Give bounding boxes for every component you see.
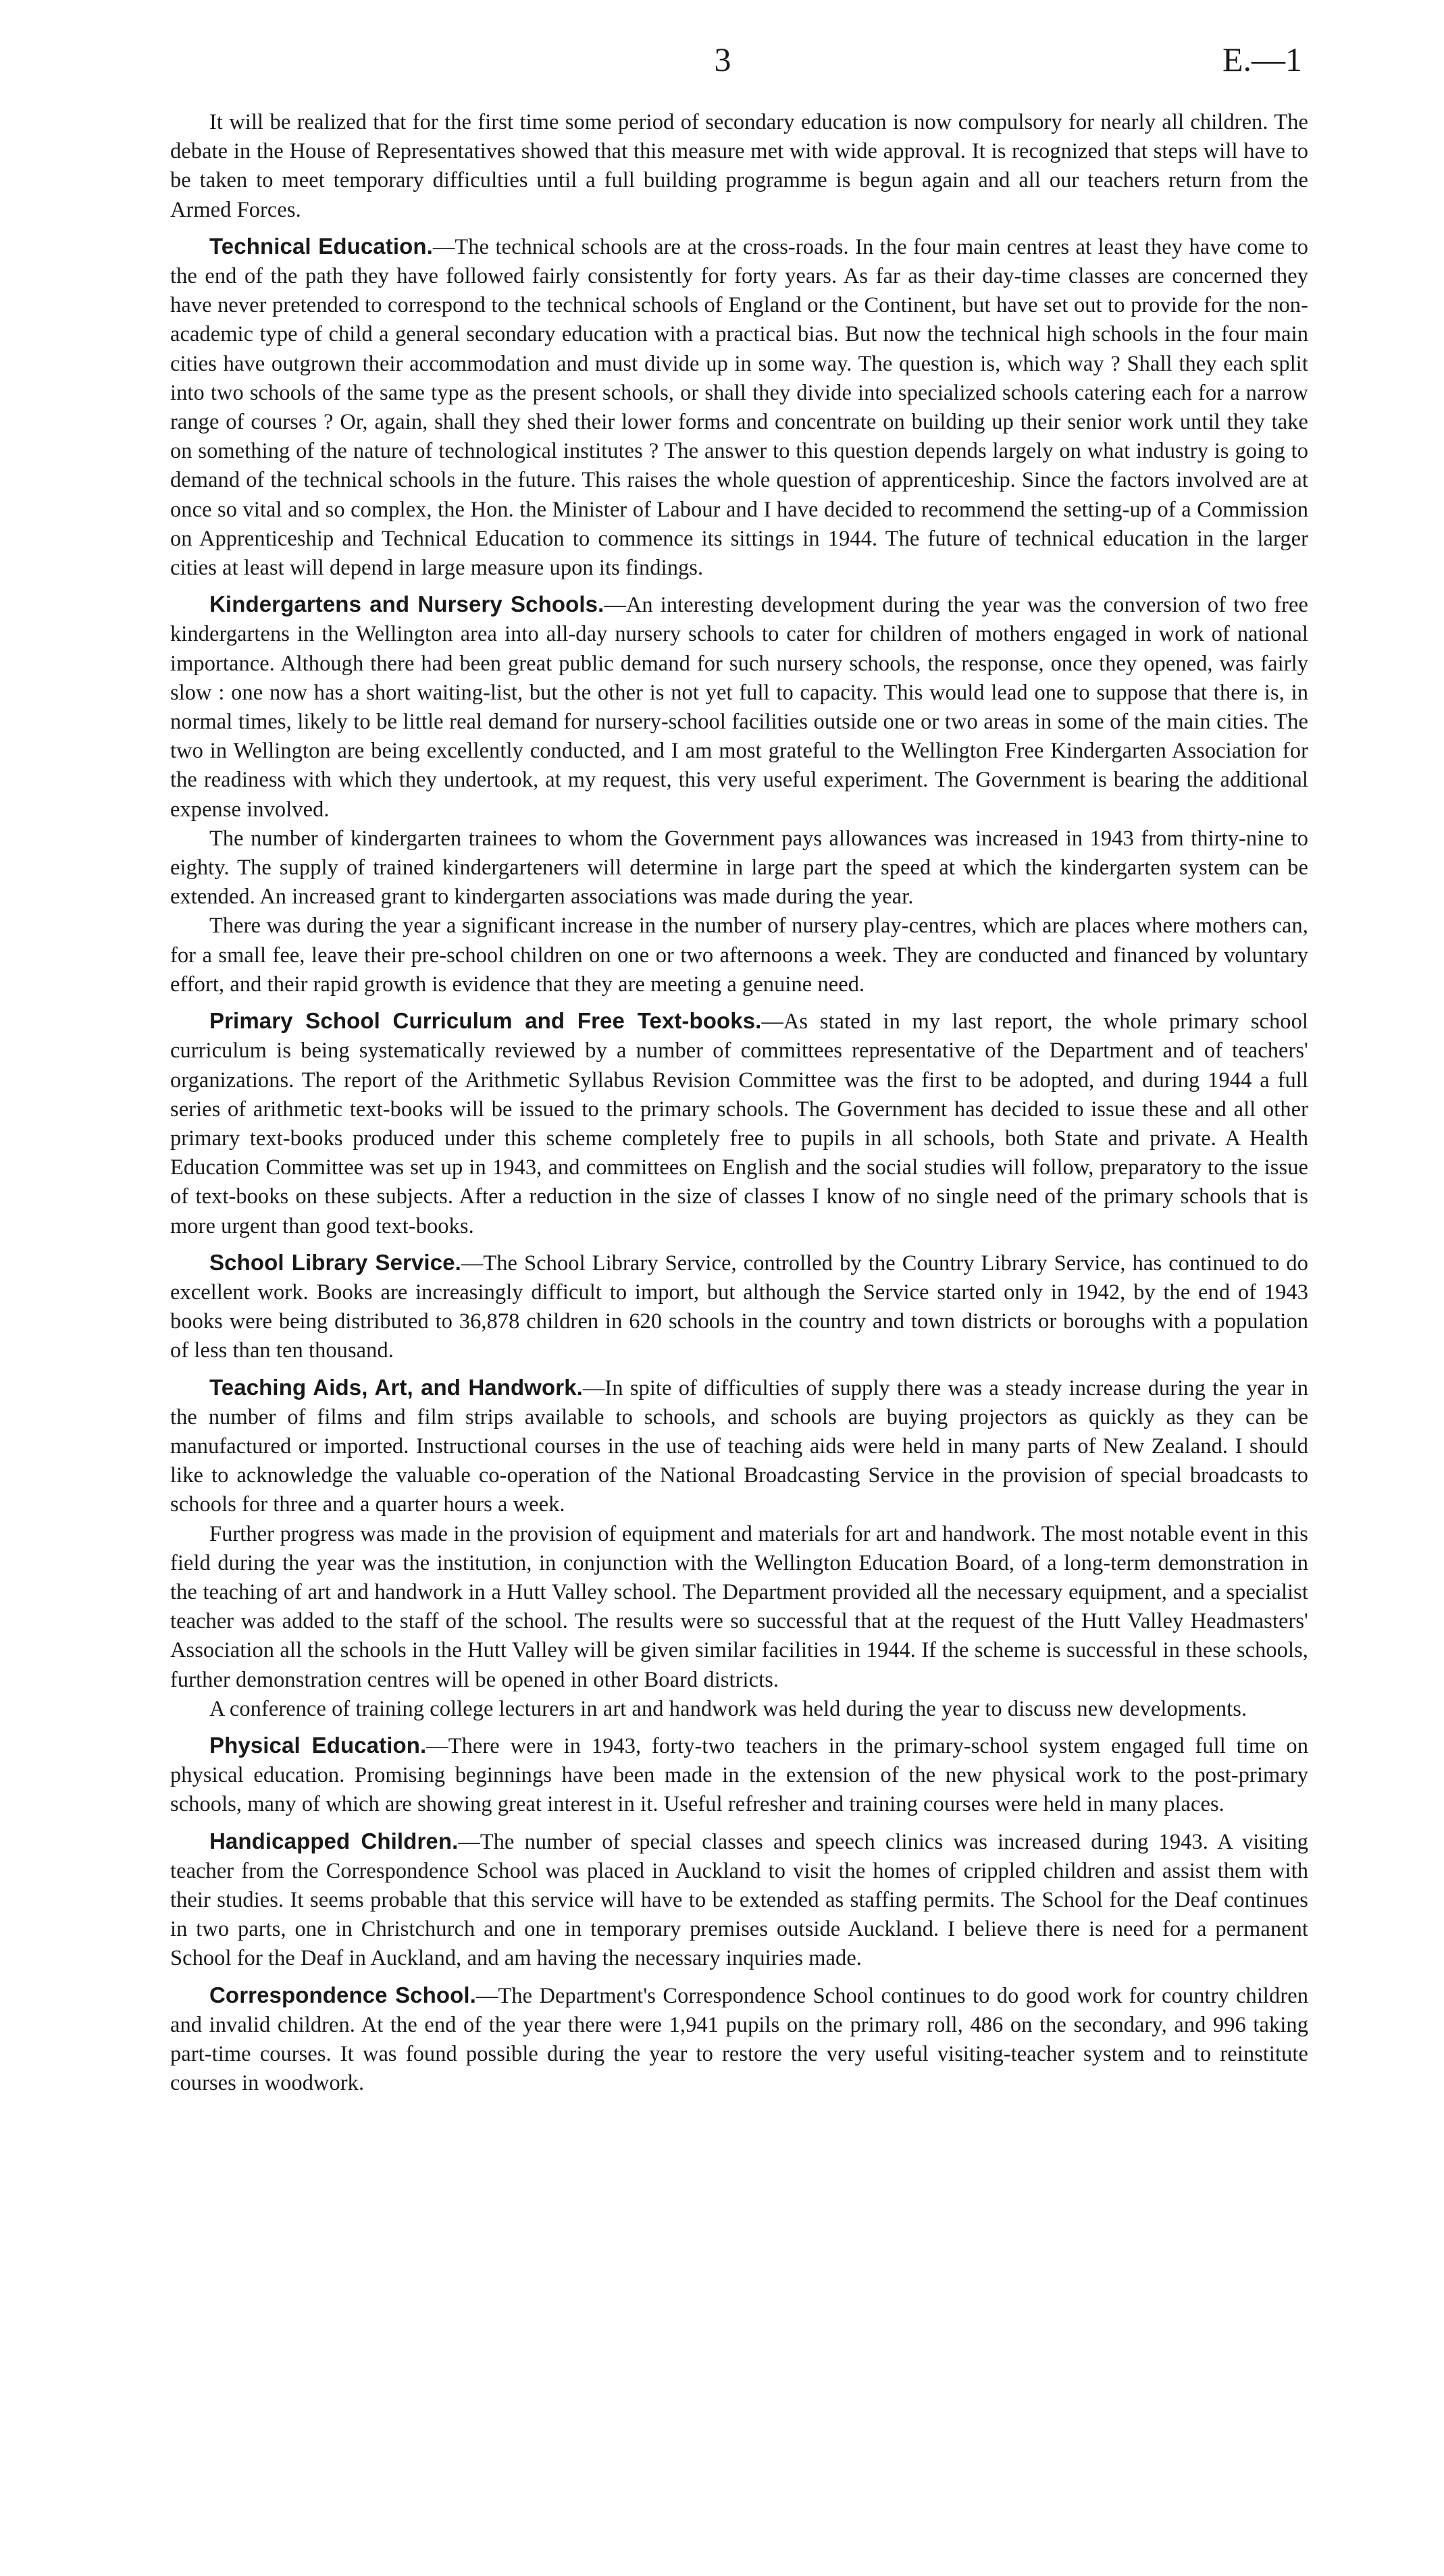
- paragraph-text: The number of kindergarten trainees to whom the Government pays allowances was increased in 1943 from thirty-nine to eighty. The supply of trained kindergarteners will determine in large part the speed at which the kindergarten system can be extended. An increased grant to kindergarten associations was made during the year.: [170, 826, 1308, 910]
- paragraph-text: —The technical schools are at the cross-roads. In the four main centres at least they have come to the end of the path they have followed fairly consistently for forty years. As far as their day-time classes are concerned they have never pretended to correspond to the technical schools of England or the Continent, but have set out to provide for the non-academic type of child a general secondary education with a practical bias. But now the technical high schools in the four main cities have outgrown their accommodation and must divide up in some way. The question is, which way ? Shall they each split into two schools of the same type as the present schools, or shall they divide into specialized schools catering each for a narrow range of courses ? Or, again, shall they shed their lower forms and concentrate on building up their senior work until they take on something of the nature of technological institutes ? The answer to this question depends largely on what industry is going to demand of the technical schools in the future. This raises the whole question of apprenticeship. Since the factors involved are at once so vital and so complex, the Hon. the Minister of Labour and I have decided to recommend the setting-up of a Commission on Apprenticeship and Technical Education to commence its sittings in 1944. The future of technical education in the larger cities at least will depend in large measure upon its findings.: [170, 234, 1308, 581]
- section-heading: Technical Education.: [209, 233, 433, 259]
- section-heading: Physical Education.: [209, 1732, 427, 1758]
- paragraph-kindergartens: [170, 589, 1308, 824]
- paragraph-intro: [170, 108, 1308, 225]
- section-heading: Kindergartens and Nursery Schools.: [209, 592, 604, 617]
- paragraph-text: —As stated in my last report, the whole primary school curriculum is being systematically reviewed by a number of committees representative of the Department and of teachers' organizations. The report of the Arithmetic Syllabus Revision Committee was the first to be adopted, and during 1944 a full series of arithmetic text-books will be issued to the primary schools. The Government has decided to issue these and all other primary text-books produced under this scheme completely free to pupils in all schools, both State and private. A Health Education Committee was set up in 1943, and committees on English and the social studies will follow, preparatory to the issue of text-books on these subjects. After a reduction in the size of classes I know of no single need of the primary schools that is more urgent than good text-books.: [170, 1009, 1308, 1238]
- section-heading: Primary School Curriculum and Free Text-books.: [209, 1008, 762, 1034]
- section-heading: School Library Service.: [209, 1249, 461, 1275]
- paragraph-art-handwork: [170, 1520, 1308, 1695]
- page-reference: E.—1: [1222, 41, 1302, 78]
- paragraph-primary-curriculum: [170, 1006, 1308, 1241]
- paragraph-text: —An interesting development during the year was the conversion of two free kindergartens in the Wellington area into all-day nursery schools to cater for children of mothers engaged in work of national importance. Although there had been great public demand for such nursery schools, the response, once they opened, was fairly slow : one now has a short waiting-list, but the other is not yet full to capacity. This would lead one to suppose that there is, in normal times, likely to be little real demand for nursery-school facilities outside one or two areas in some of the main cities. The two in Wellington are being excellently conducted, and I am most grateful to the Wellington Free Kindergarten Association for the readiness with which they undertook, at my request, this very useful experiment. The Government is bearing the additional expense involved.: [170, 593, 1308, 822]
- section-heading: Correspondence School.: [209, 1982, 476, 2007]
- paragraph-technical-education: [170, 232, 1308, 583]
- paragraph-text: —There were in 1943, forty-two teachers in the primary-school system engaged full time on physical education. Promising beginnings have been made in the extension of the new physical work to the post-primary schools, many of which are showing great interest in it. Useful refresher and training courses were held in many places.: [170, 1733, 1308, 1817]
- paragraph-text: —In spite of difficulties of supply there was a steady increase during the year in the number of films and film strips available to schools, and schools are buying projectors as quickly as they can be manufactured or imported. Instructional courses in the use of teaching aids were held in many parts of New Zealand. I should like to acknowledge the valuable co-operation of the National Broadcasting Service in the provision of special broadcasts to schools for three and a quarter hours a week.: [170, 1375, 1308, 1517]
- body-text: [170, 108, 1308, 2098]
- paragraph-correspondence-school: [170, 1980, 1308, 2099]
- paragraph-text: A conference of training college lecturers in art and handwork was held during the year to discuss new developments.: [209, 1696, 1247, 1721]
- paragraph-play-centres: [170, 912, 1308, 999]
- section-heading: Handicapped Children.: [209, 1828, 459, 1854]
- paragraph-text: —The number of special classes and speech clinics was increased during 1943. A visiting teacher from the Correspondence School was placed in Auckland to visit the homes of crippled children and assist them with their studies. It seems probable that this service will have to be extended as staffing permits. The School for the Deaf continues in two parts, one in Christchurch and one in temporary premises outside Auckland. I believe there is need for a permanent School for the Deaf in Auckland, and am having the necessary inquiries made.: [170, 1829, 1308, 1971]
- paragraph-text: —The Department's Correspondence School continues to do good work for country children and invalid children. At the end of the year there were 1,941 pupils on the primary roll, 486 on the secondary, and 996 taking part-time courses. It was found possible during the year to restore the very useful visiting-teacher system and to reinstitute courses in woodwork.: [170, 1983, 1308, 2096]
- paragraph-training-conference: [170, 1695, 1308, 1724]
- section-heading: Teaching Aids, Art, and Handwork.: [209, 1374, 583, 1400]
- paragraph-text: —The School Library Service, controlled by the Country Library Service, has continued to do excellent work. Books are increasingly difficult to import, but although the Service started only in 1942, by the end of 1943 books were being distributed to 36,878 children in 620 schools in the country and town districts or boroughs with a population of less than ten thousand.: [170, 1251, 1308, 1363]
- paragraph-text: There was during the year a significant increase in the number of nursery play-centres, which are places where mothers can, for a small fee, leave their pre-school children on one or two afternoons a week. They are conducted and financed by voluntary effort, and their rapid growth is evidence that they are meeting a genuine need.: [170, 914, 1308, 997]
- paragraph-teaching-aids: [170, 1373, 1308, 1520]
- paragraph-physical-education: [170, 1731, 1308, 1820]
- paragraph-text: Further progress was made in the provision of equipment and materials for art and handwork. The most notable event in this field during the year was the institution, in conjunction with the Wellington Education Board, of a long-term demonstration in the teaching of art and handwork in a Hutt Valley school. The Department provided all the necessary equipment, and a specialist teacher was added to the staff of the school. The results were so successful that at the request of the Hutt Valley Headmasters' Association all the schools in the Hutt Valley will be given similar facilities in 1944. If the scheme is successful in these schools, further demonstration centres will be opened in other Board districts.: [170, 1521, 1308, 1692]
- paragraph-text: It will be realized that for the first time some period of secondary education is now compulsory for nearly all children. The debate in the House of Representatives showed that this measure met with wide approval. It is recognized that steps will have to be taken to meet temporary difficulties until a full building programme is begun again and all our teachers return from the Armed Forces.: [170, 110, 1308, 222]
- paragraph-school-library: [170, 1248, 1308, 1366]
- page-number: 3: [714, 41, 731, 78]
- paragraph-kindergarten-trainees: [170, 824, 1308, 912]
- paragraph-handicapped-children: [170, 1826, 1308, 1974]
